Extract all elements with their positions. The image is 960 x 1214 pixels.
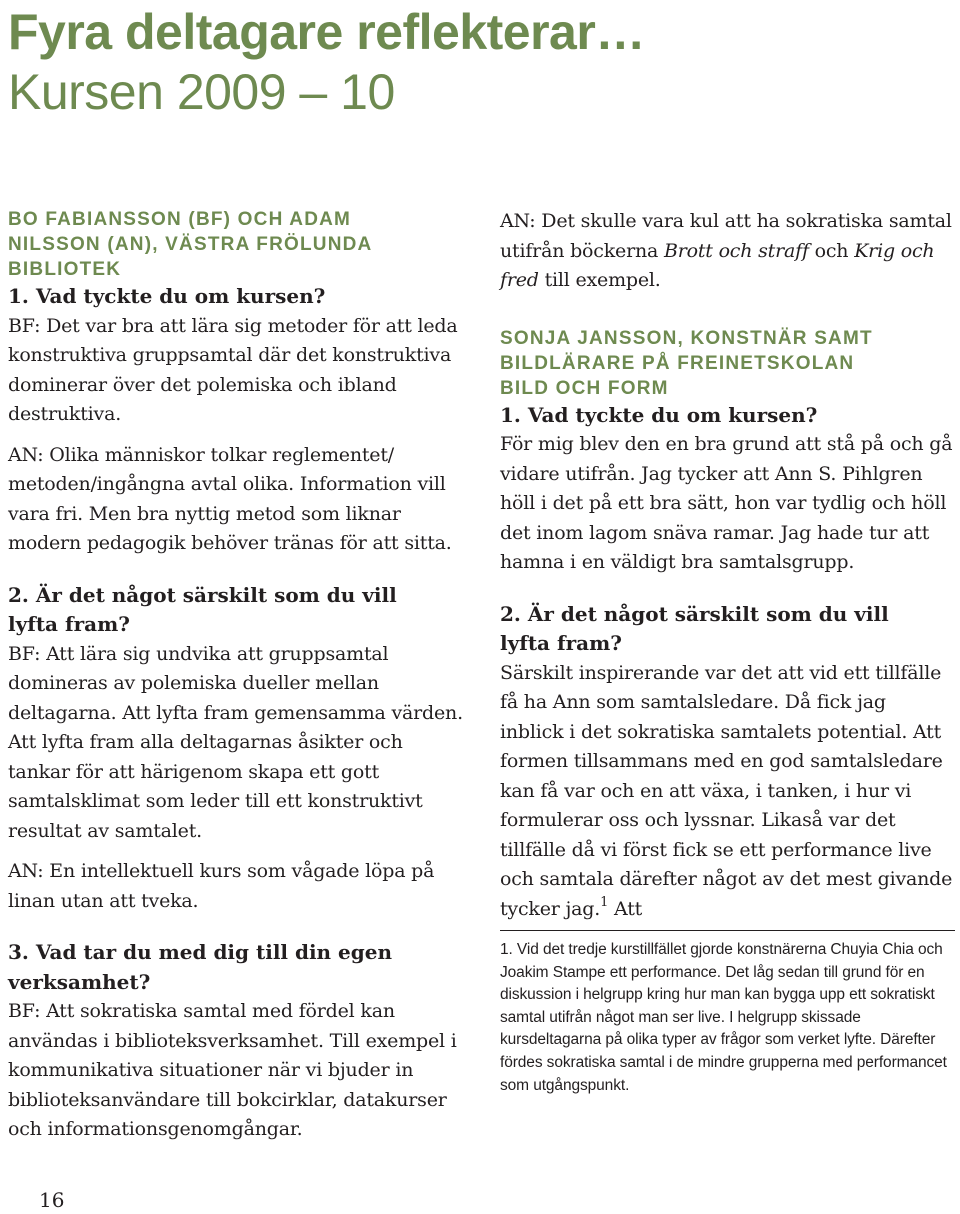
heading-line: BILDLÄRARE PÅ FREINETSKOLAN	[500, 352, 855, 374]
text-run: till exempel.	[538, 269, 661, 291]
question-line: lyfta fram?	[8, 612, 130, 636]
participants-heading-1	[8, 207, 463, 282]
heading-line: BILD OCH FORM	[500, 377, 669, 399]
footnote-divider	[500, 930, 955, 931]
answer-3-bf: BF: Att sokratiska samtal med fördel kan användas i biblioteksverksamhet. Till exempel i kommunikativa situationer när vi bjuder in biblioteksanvändare till bokcirklar, datakurser och informationsgenomgångar.	[8, 1000, 457, 1140]
right-column	[500, 207, 955, 1097]
question-line: verksamhet?	[8, 969, 151, 994]
question-1: 1. Vad tyckte du om kursen?	[8, 284, 326, 308]
book-title: Krig och fred	[500, 239, 935, 291]
text-run: Att	[608, 897, 643, 920]
footnote: 1. Vid det tredje kurstillfället gjorde konstnärerna Chuyia Chia och Joakim Stampe ett performance. Det låg sedan till grund för en diskussion i helgrupp kring hur man kan bygga upp ett sokratiskt samtal utifrån något man ser live. I helgrupp skissade kursdeltagarna på olika typer av frågor som verket lyfte. Därefter fördes sokratiska samtal i de mindre grupperna med performancet som utgångspunkt.	[500, 941, 947, 1094]
book-title: Brott och straff	[663, 239, 809, 262]
answer-2-bf: BF: Att lära sig undvika att gruppsamtal domineras av polemiska dueller mellan deltagarna. Att lyfta fram gemensamma värden. Att lyfta fram alla deltagarnas åsikter och tankar för att härigenom skapa ett gott samtalsklimat som leder till ett konstruktivt resultat av samtalet.	[8, 642, 463, 842]
participants-heading-2	[500, 326, 955, 401]
question-2	[500, 600, 955, 659]
question-line: 2. Är det något särskilt som du vill	[500, 601, 889, 626]
title-line-2: Kursen 2009 – 10	[8, 64, 395, 120]
question-2	[8, 581, 463, 640]
footnote-ref: 1	[600, 894, 609, 910]
answer-1-bf: BF: Det var bra att lära sig metoder för att leda konstruktiva gruppsamtal där det konstruktiva dominerar över det polemiska och ibland destruktiva.	[8, 314, 458, 425]
question-1: 1. Vad tyckte du om kursen?	[500, 402, 818, 427]
question-line: 2. Är det något särskilt som du vill	[8, 582, 397, 607]
text-run: och	[808, 239, 855, 262]
answer-3-an	[500, 207, 955, 296]
answer-2	[500, 659, 955, 925]
heading-line: BO FABIANSSON (BF) OCH ADAM	[8, 209, 352, 230]
text-run: Särskilt inspirerande var det att vid ett tillfälle få ha Ann som samtalsledare. Då fick jag inblick i det sokratiska samtalets potential. Att formen tillsammans med en god samtalsledare kan få var och en att växa, i tanken, i hur vi formulerar oss och lyssnar. Likaså var det tillfälle då vi först fick se ett performance live och samtala därefter något av det mest givande tycker jag.	[500, 661, 953, 920]
text-run: AN: Det skulle vara kul att ha sokratiska samtal utifrån böckerna	[500, 210, 952, 262]
left-column	[8, 207, 463, 1145]
answer-2-an: AN: En intellektuell kurs som vågade löpa på linan utan att tveka.	[8, 860, 435, 912]
answer-1: För mig blev den en bra grund att stå på och gå vidare utifrån. Jag tycker att Ann S. Pihlgren höll i det på ett bra sätt, hon var tydlig och höll det inom lagom snäva ramar. Jag hade tur att hamna i en väldigt bra samtalsgrupp.	[500, 433, 953, 573]
heading-line: SONJA JANSSON, KONSTNÄR SAMT	[500, 327, 873, 349]
page-title	[8, 2, 645, 122]
page-number: 16	[39, 1188, 65, 1212]
question-line: lyfta fram?	[500, 631, 622, 655]
heading-line: BIBLIOTEK	[8, 259, 122, 280]
heading-line: NILSSON (AN), VÄSTRA FRÖLUNDA	[8, 234, 373, 255]
question-line: 3. Vad tar du med dig till din egen	[8, 940, 393, 964]
answer-1-an: AN: Olika människor tolkar reglementet/ metoden/ingångna avtal olika. Information vill vara fri. Men bra nyttig metod som liknar modern pedagogik behöver tränas för att sitta.	[8, 443, 452, 554]
title-line-1: Fyra deltagare reflekterar…	[8, 4, 645, 60]
question-3	[8, 938, 463, 997]
